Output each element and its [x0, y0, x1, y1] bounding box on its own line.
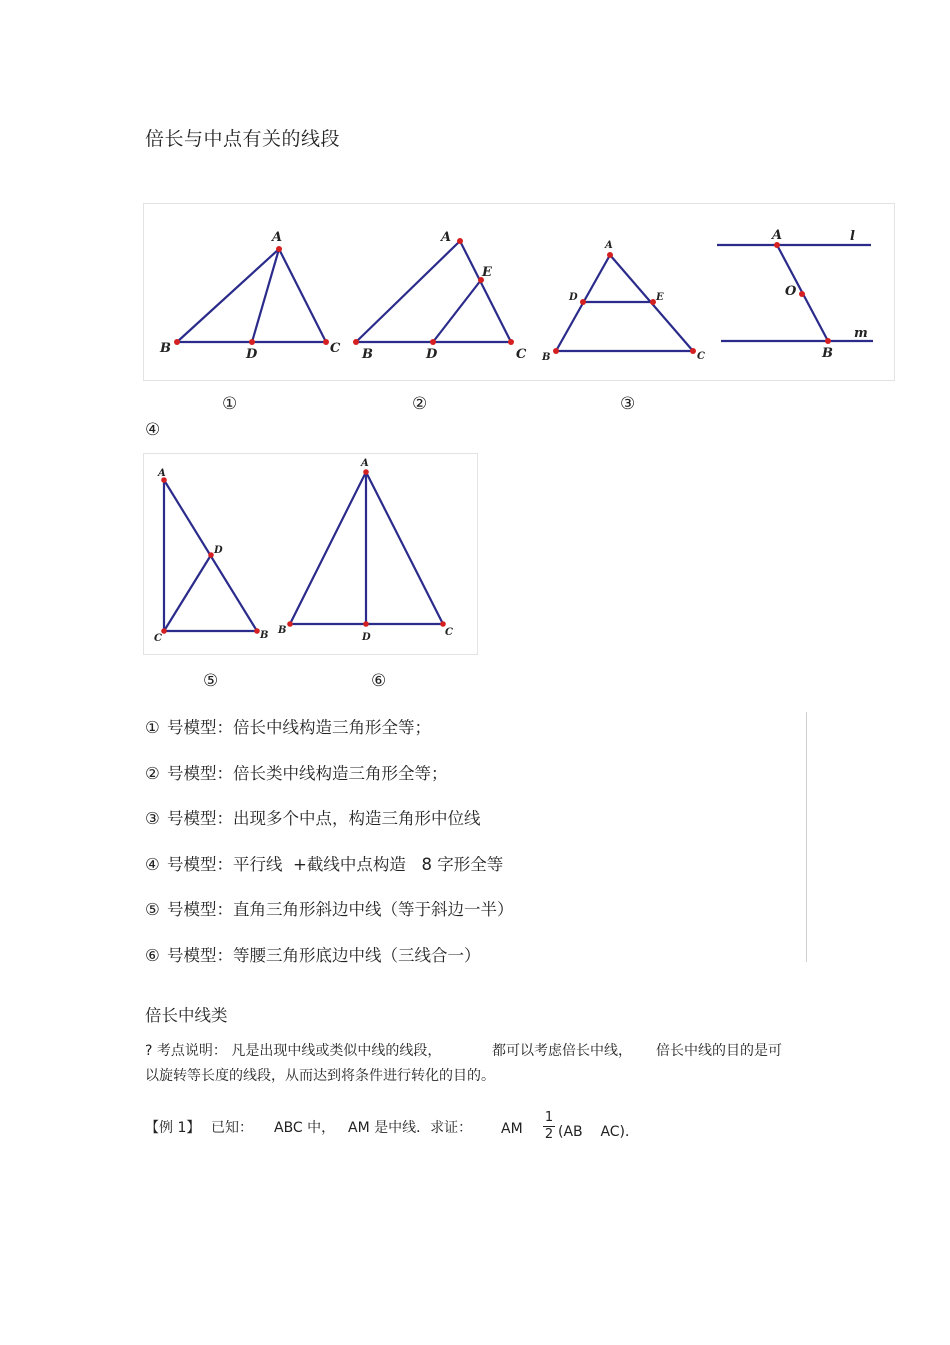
- fig5-label-b: B: [260, 630, 269, 641]
- example-fraction: [543, 1110, 555, 1143]
- fig2-label-d: D: [426, 347, 438, 362]
- figure-row-2-svg: [144, 454, 477, 654]
- fig4-label-m: m: [854, 326, 868, 341]
- note-line-1a: ? 考点说明： 凡是出现中线或类似中线的线段，: [145, 1043, 442, 1059]
- fig2-label-b: B: [362, 347, 373, 362]
- note-line-1b: 都可以考虑倍长中线，: [492, 1043, 632, 1059]
- model-text: 号模型：出现多个中点，构造三角形中位线: [167, 809, 481, 828]
- section-title: 倍长中线类: [145, 1006, 228, 1025]
- figure-row-1-svg: [144, 204, 894, 380]
- model-number: ①: [145, 718, 160, 737]
- fig6-label-c: C: [445, 627, 453, 638]
- fig2-label-c: C: [516, 347, 527, 362]
- example-label: 【例 1】: [145, 1120, 201, 1136]
- fraction-numerator: 1: [544, 1110, 554, 1125]
- figure-number-4: ④: [145, 420, 161, 440]
- figure-number-2: ②: [412, 394, 428, 414]
- fig5-label-a: A: [158, 468, 166, 479]
- fig1-label-a: A: [272, 230, 283, 245]
- fig3-label-a: A: [605, 240, 613, 251]
- fig5-label-d: D: [214, 545, 223, 556]
- model-item-3: [145, 805, 481, 829]
- fig3-label-d: D: [569, 292, 578, 303]
- model-item-1: [145, 714, 431, 738]
- model-number: ③: [145, 809, 160, 828]
- fig6-label-d: D: [362, 632, 371, 643]
- model-text: 号模型：倍长类中线构造三角形全等；: [167, 764, 448, 783]
- fig4-label-b: B: [822, 346, 833, 361]
- figure-row-2: [143, 453, 478, 655]
- fig3-label-b: B: [542, 352, 551, 363]
- model-item-6: [145, 942, 481, 966]
- figure-number-3: ③: [620, 394, 636, 414]
- model-number: ②: [145, 764, 160, 783]
- model-text: 号模型：倍长中线构造三角形全等；: [167, 718, 431, 737]
- model-item-2: [145, 760, 448, 784]
- fig6-label-a: A: [361, 458, 369, 469]
- model-number: ⑥: [145, 946, 160, 965]
- fig1-label-d: D: [246, 347, 258, 362]
- example-triangle: ABC 中，: [274, 1120, 336, 1136]
- model-item-4: [145, 851, 503, 875]
- model-list: [143, 712, 807, 965]
- model-text: 号模型：等腰三角形底边中线（三线合一）: [167, 946, 481, 965]
- fig4-label-l: l: [850, 229, 855, 244]
- fig4-label-o: O: [785, 284, 797, 299]
- model-item-5: [145, 896, 514, 920]
- figure-number-5: ⑤: [203, 671, 219, 691]
- model-text: 号模型：直角三角形斜边中线（等于斜边一半）: [167, 900, 514, 919]
- fraction-denominator: 2: [544, 1127, 554, 1142]
- figure-number-6: ⑥: [371, 671, 387, 691]
- fig2-label-e: E: [482, 265, 492, 280]
- fig3-label-c: C: [697, 351, 705, 362]
- model-number: ④: [145, 855, 160, 874]
- fig1-label-b: B: [160, 341, 171, 356]
- fig5-label-c: C: [154, 633, 162, 644]
- note-line-2: 以旋转等长度的线段，从而达到将条件进行转化的目的。: [145, 1068, 495, 1084]
- fig2-label-a: A: [441, 230, 452, 245]
- page-title: 倍长与中点有关的线段: [145, 128, 341, 150]
- example-lhs: AM: [501, 1121, 523, 1137]
- fig4-label-a: A: [772, 228, 783, 243]
- fig6-label-b: B: [278, 625, 287, 636]
- model-text: 号模型：平行线 +截线中点构造 8 字形全等: [167, 855, 504, 874]
- example-rhs: (AB AC)．: [558, 1124, 640, 1140]
- figure-number-1: ①: [222, 394, 238, 414]
- note-line-1c: 倍长中线的目的是可: [656, 1043, 782, 1059]
- example-median: AM 是中线．求证：: [348, 1120, 473, 1136]
- fig1-label-c: C: [330, 341, 341, 356]
- model-number: ⑤: [145, 900, 160, 919]
- example-given: 已知：: [211, 1120, 253, 1136]
- fig3-label-e: E: [656, 292, 664, 303]
- figure-row-1: [143, 203, 895, 381]
